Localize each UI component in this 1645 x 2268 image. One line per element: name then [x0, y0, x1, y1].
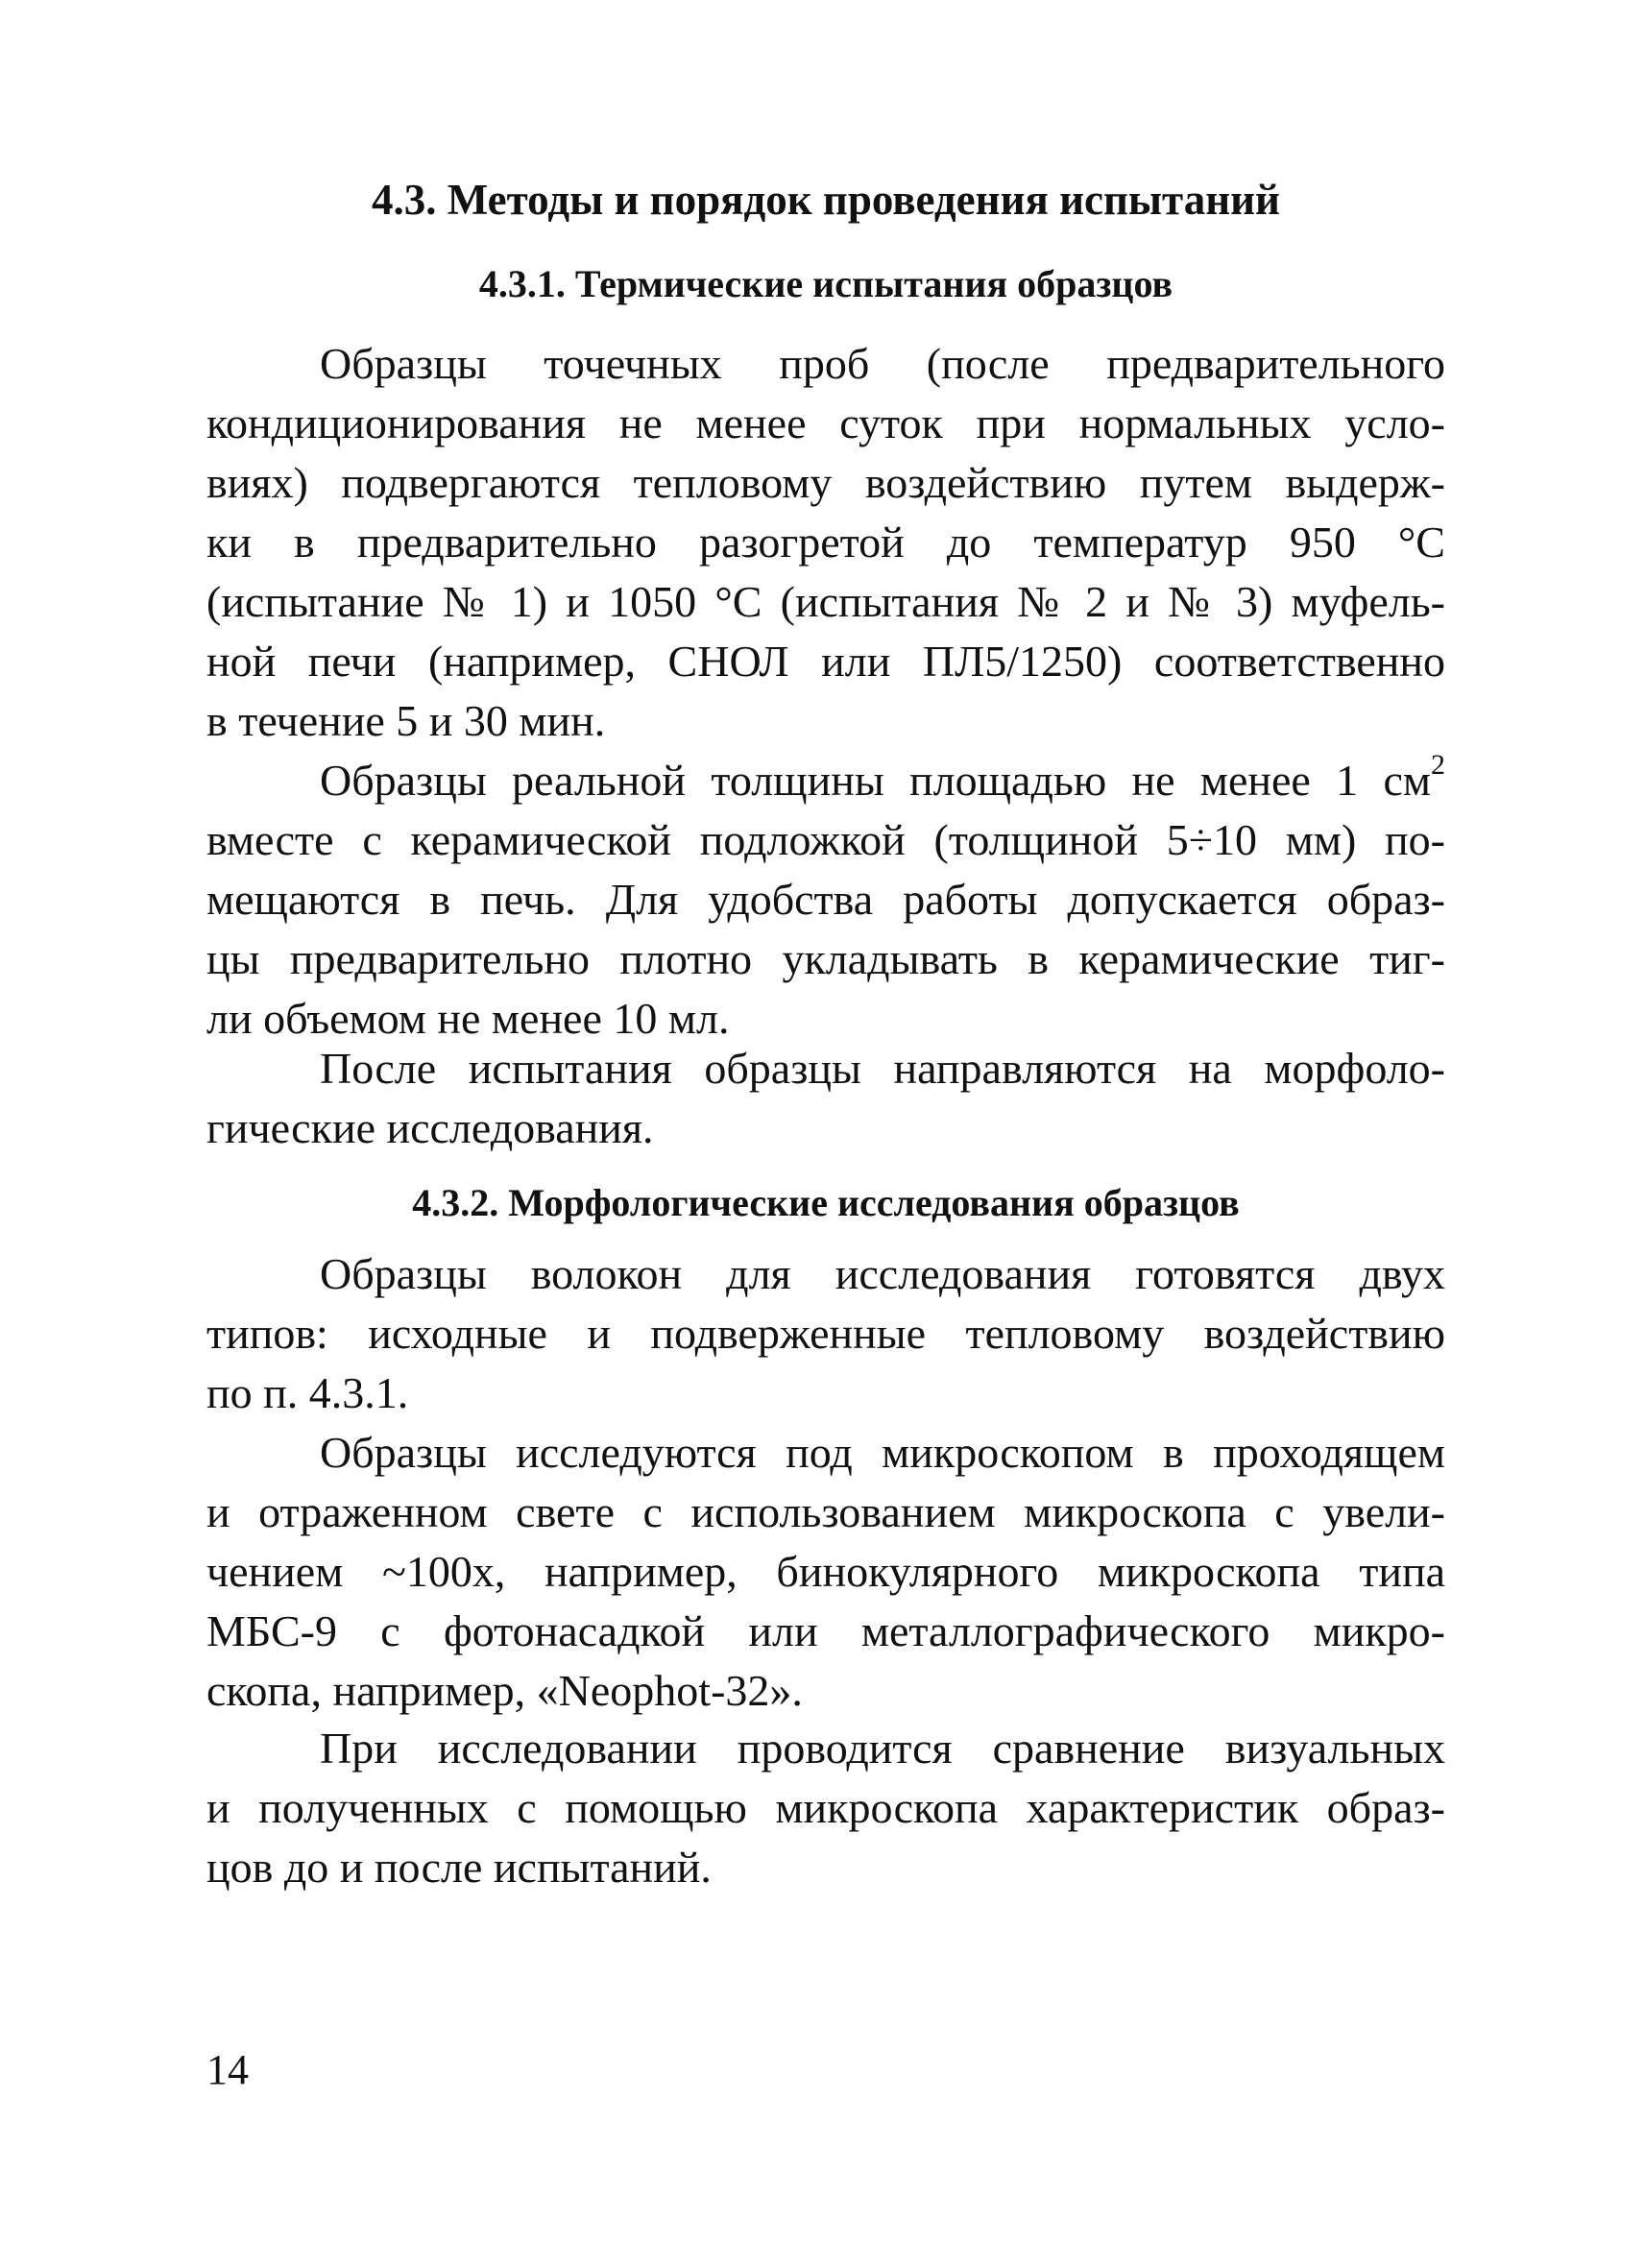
- paragraph-thermal-procedure: [206, 334, 1445, 751]
- text-line: Образцы волокон для исследования готовятся двух: [320, 1249, 1445, 1298]
- text-line: вместе с керамической подложкой (толщиной 5÷10 мм) по-: [206, 815, 1445, 864]
- superscript-exponent: 2: [1431, 749, 1445, 781]
- text-line: Образцы исследуются под микроскопом в проходящем: [320, 1428, 1445, 1477]
- text-line: При исследовании проводится сравнение визуальных: [320, 1724, 1445, 1773]
- text-line: ки в предварительно разогретой до температур 950 °С: [206, 518, 1445, 567]
- text-line: цов до и после испытаний.: [206, 1843, 712, 1892]
- text-line: кондиционирования не менее суток при нормальных усло-: [206, 398, 1445, 447]
- text-line: мещаются в печь. Для удобства работы допускается образ-: [206, 875, 1445, 924]
- text-line: (испытание № 1) и 1050 °С (испытания № 2 и № 3) муфель-: [206, 577, 1445, 626]
- text-line-content: Образцы реальной толщины площадью не менее 1 см: [320, 756, 1431, 805]
- text-line: ли объемом не менее 10 мл.: [206, 994, 730, 1043]
- text-line: и отраженном свете с использованием микроскопа с увели-: [206, 1487, 1445, 1536]
- paragraph-comparison: [206, 1719, 1445, 1897]
- text-line: цы предварительно плотно укладывать в керамические тиг-: [206, 934, 1445, 983]
- text-line: скопа, например, «Neophot-32».: [206, 1666, 803, 1715]
- paragraph-fiber-samples: [206, 1244, 1445, 1423]
- text-line: чением ~100х, например, бинокулярного микроскопа типа: [206, 1547, 1445, 1596]
- text-line: ной печи (например, СНОЛ или ПЛ5/1250) соответственно: [206, 637, 1445, 686]
- text-line: виях) подвергаются тепловому воздействию путем выдерж-: [206, 458, 1445, 507]
- subsection-heading-morphology: 4.3.2. Морфологические исследования образцов: [412, 1181, 1240, 1224]
- text-line: и полученных с помощью микроскопа характеристик образ-: [206, 1783, 1445, 1832]
- text-line: в течение 5 и 30 мин.: [206, 696, 606, 745]
- text-line: Образцы точечных проб (после предварительного: [320, 339, 1445, 388]
- text-line: МБС-9 с фотонасадкой или металлографического микро-: [206, 1606, 1445, 1655]
- text-line: [206, 751, 1445, 810]
- text-line: После испытания образцы направляются на морфоло-: [320, 1044, 1445, 1093]
- text-line: типов: исходные и подверженные тепловому воздействию: [206, 1309, 1445, 1358]
- paragraph-after-test: [206, 1039, 1445, 1158]
- text-line: по п. 4.3.1.: [206, 1368, 409, 1417]
- section-heading: 4.3. Методы и порядок проведения испытаний: [372, 176, 1280, 224]
- paragraph-microscope: [206, 1423, 1445, 1721]
- page-number: 14: [206, 2046, 249, 2093]
- paragraph-sample-placement: [206, 751, 1445, 1049]
- text-line: гические исследования.: [206, 1103, 654, 1152]
- subsection-heading-thermal-tests: 4.3.1. Термические испытания образцов: [478, 262, 1173, 305]
